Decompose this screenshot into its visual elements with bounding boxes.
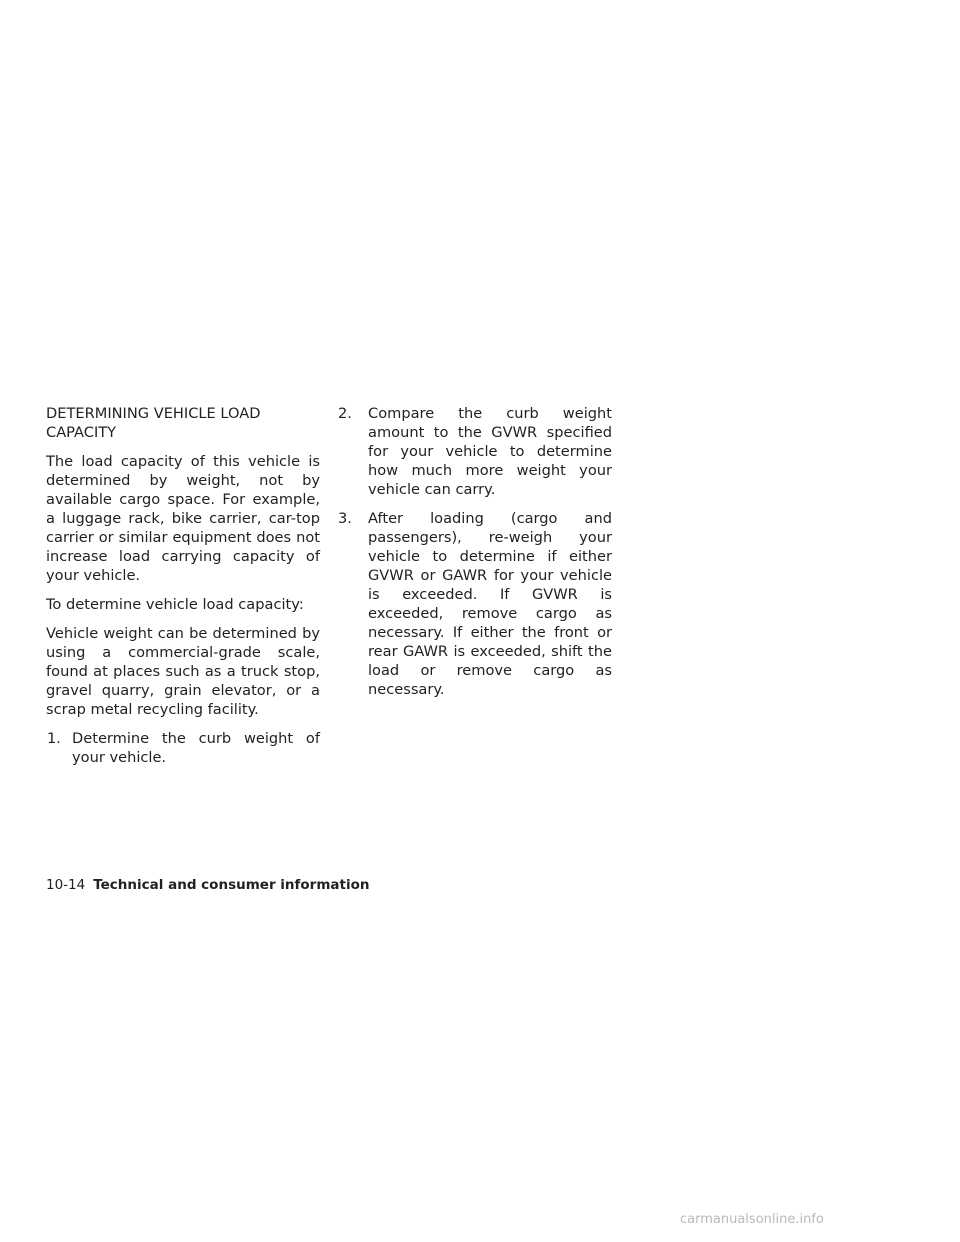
paragraph-scale: Vehicle weight can be determined by using a commercial-grade scale, found at places such as a truck stop, gravel quarry, grain elevator, or a scrap metal recycling facility. — [46, 625, 320, 718]
page-footer — [46, 876, 369, 894]
step-number: 1. — [47, 730, 61, 747]
list-item — [338, 404, 612, 499]
footer-section-title: Technical and consumer information — [93, 877, 370, 893]
list-item — [46, 729, 320, 767]
list-item — [338, 509, 612, 699]
step-number: 2. — [338, 405, 352, 422]
paragraph-intro: To determine vehicle load capacity: — [46, 596, 304, 613]
step-text: Compare the curb weight amount to the GVWR specified for your vehicle to determine how much more weight your vehicle can carry. — [368, 405, 612, 498]
step-number: 3. — [338, 510, 352, 527]
right-column — [338, 404, 612, 709]
paragraph-load-capacity: The load capacity of this vehicle is determined by weight, not by available cargo space. For example, a luggage rack, bike carrier, car-top carrier or similar equipment does not increase load carrying capacity of your vehicle. — [46, 453, 320, 584]
steps-list-right — [338, 404, 612, 699]
step-text: After loading (cargo and passengers), re-weigh your vehicle to determine if either GVWR or GAWR for your vehicle is exceeded. If GVWR is exceeded, remove cargo as necessary. If either the front or rear GAWR is exceeded, shift the load or remove cargo as necessary. — [368, 510, 612, 698]
steps-list-left — [46, 729, 320, 767]
left-column — [46, 404, 320, 777]
page-number: 10-14 — [46, 877, 86, 893]
watermark: carmanualsonline.info — [680, 1212, 824, 1227]
section-heading: DETERMINING VEHICLE LOAD CAPACITY — [46, 405, 261, 441]
step-text: Determine the curb weight of your vehicle. — [72, 730, 320, 766]
